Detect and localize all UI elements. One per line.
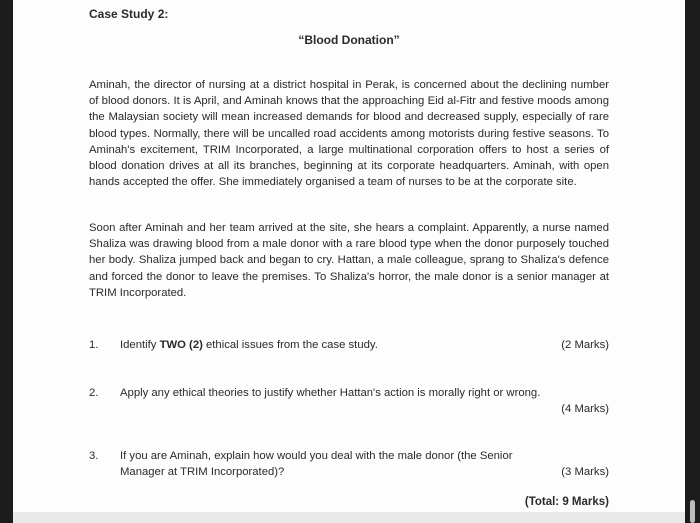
paragraph-2: Soon after Aminah and her team arrived at the site, she hears a complaint. Apparently, a nurse named Shaliza was drawing blood from a male donor with a rare blood type when the donor purposely touched her body. Shaliza jumped back and began to cry. Hattan, a male colleague, sprang to Shaliza's defence and forced the donor to leave the premises. To Shaliza's horror, the male donor is a senior manager at TRIM Incorporated. bbox=[89, 222, 609, 299]
bold-text: TWO (2) bbox=[159, 339, 203, 351]
question-text: Apply any ethical theories to justify whether Hattan's action is morally right or wrong. bbox=[120, 387, 541, 399]
paragraph-1: Aminah, the director of nursing at a district hospital in Perak, is concerned about the declining number of blood donors. It is April, and Aminah knows that the approaching Eid al-Fitr and festive moods among the Malaysian society will mean increased demands for blood and decreased supply, especially of rare blood types. Normally, there will be uncalled road accidents among motorists during festive seasons. To Aminah's excitement, TRIM Incorporated, a large multinational corporation offers to host a series of blood donation drives at all its branches, beginning at its corporate headquarters. Aminah, with open hands accepted the offer. She immediately organised a team of nurses to be at the corporate site. bbox=[89, 79, 609, 189]
total-marks: (Total: 9 Marks) bbox=[524, 496, 609, 508]
question-marks: (3 Marks) bbox=[561, 466, 609, 478]
question-number: 3. bbox=[89, 450, 99, 462]
text: ethical issues from the case study. bbox=[202, 339, 378, 351]
case-title: “Blood Donation” bbox=[298, 33, 400, 47]
question-marks: (4 Marks) bbox=[561, 403, 609, 415]
question-text: If you are Aminah, explain how would you deal with the male donor (the Senior Manager at TRIM Incorporated)? bbox=[120, 450, 513, 478]
scrollbar[interactable] bbox=[690, 500, 695, 523]
page-bottom-edge bbox=[13, 512, 685, 523]
question-number: 2. bbox=[89, 387, 99, 399]
question-text bbox=[120, 337, 609, 353]
question-marks: (2 Marks) bbox=[561, 339, 609, 351]
document-page bbox=[13, 0, 685, 512]
question-number: 1. bbox=[89, 339, 99, 351]
text: Identify bbox=[120, 339, 160, 351]
case-study-heading: Case Study 2: bbox=[89, 7, 169, 21]
